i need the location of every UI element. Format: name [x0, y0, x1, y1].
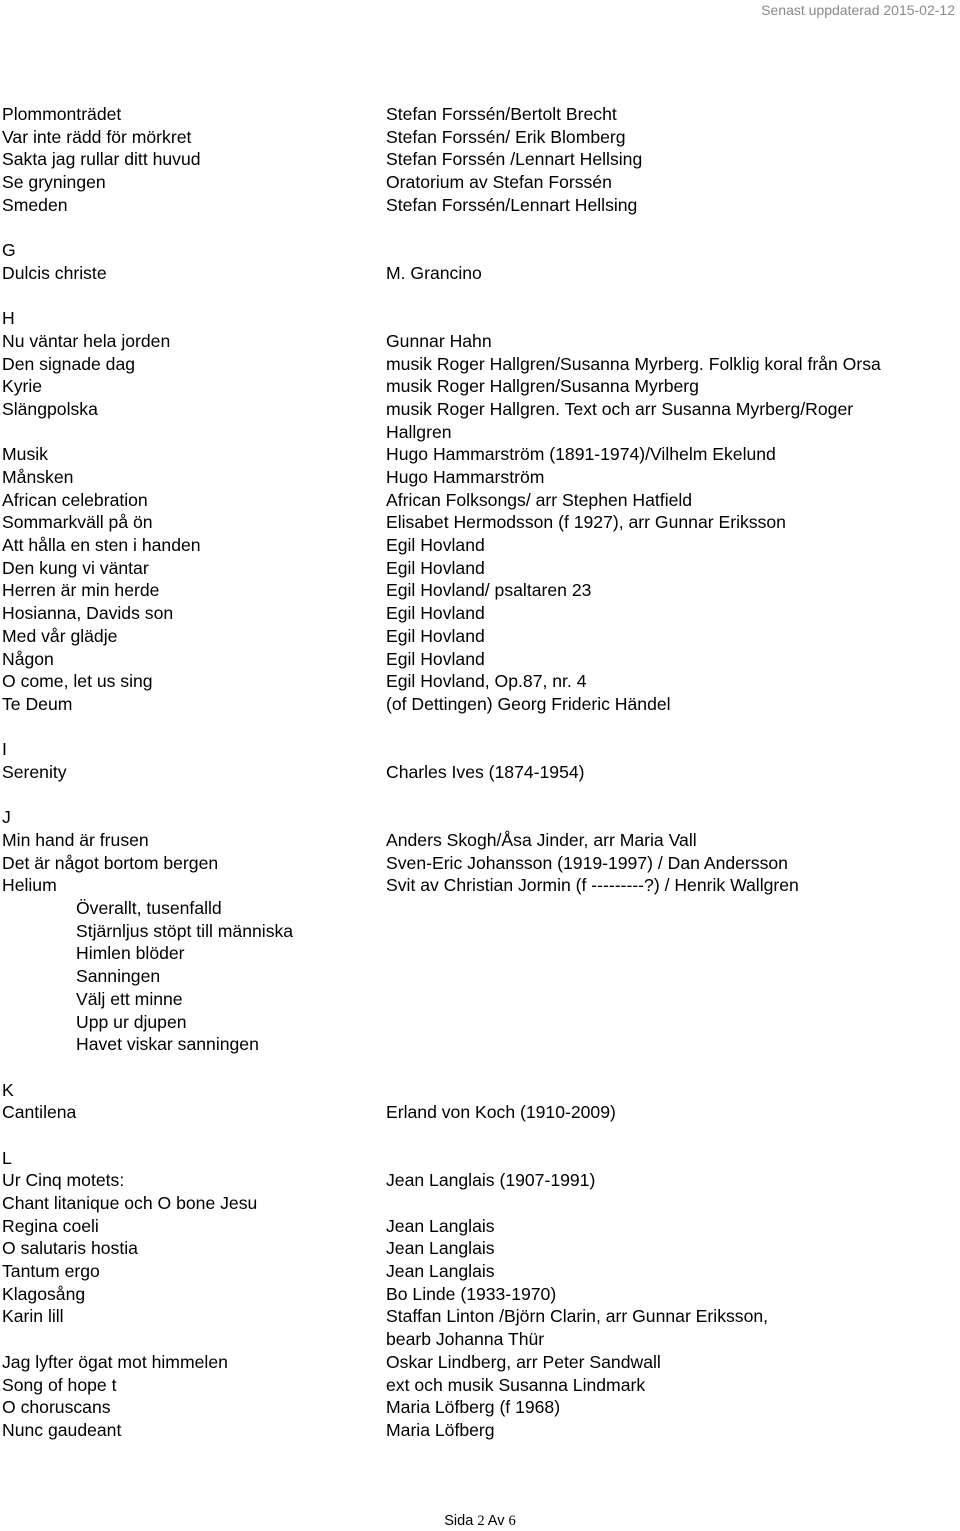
piece-composer: Egil Hovland [386, 603, 485, 624]
piece-row [2, 126, 958, 149]
piece-composer: Egil Hovland [386, 648, 485, 669]
piece-row [2, 1283, 958, 1306]
footer-av-label: Av [484, 1513, 509, 1529]
piece-title: Det är något bortom bergen [2, 852, 219, 873]
piece-row [2, 466, 958, 489]
section-letter-label: J [2, 807, 11, 828]
piece-row [2, 375, 958, 398]
piece-composer: Egil Hovland, Op.87, nr. 4 [386, 671, 587, 692]
piece-composer: Bo Linde (1933-1970) [386, 1283, 557, 1304]
piece-composer: M. Grancino [386, 262, 482, 283]
section-spacer [2, 285, 958, 308]
piece-row [2, 648, 958, 671]
piece-composer: Maria Löfberg [386, 1419, 495, 1440]
piece-title: Hosianna, Davids son [2, 603, 174, 624]
piece-title: Med vår glädje [2, 625, 118, 646]
section-letter [2, 307, 958, 330]
piece-title: Ur Cinq motets: [2, 1170, 125, 1191]
piece-row [2, 148, 958, 171]
piece-row [2, 602, 958, 625]
piece-composer: Jean Langlais [386, 1215, 495, 1236]
piece-composer: musik Roger Hallgren/Susanna Myrberg. Folklig koral från Orsa [386, 353, 881, 374]
piece-row [2, 1419, 958, 1442]
sub-piece-title: Välj ett minne [76, 988, 183, 1009]
piece-composer: Egil Hovland [386, 557, 485, 578]
piece-composer: Elisabet Hermodsson (f 1927), arr Gunnar Eriksson [386, 512, 786, 533]
piece-title: Någon [2, 648, 54, 669]
piece-composer: Charles Ives (1874-1954) [386, 761, 585, 782]
piece-row [2, 194, 958, 217]
piece-title: Den kung vi väntar [2, 557, 149, 578]
piece-title: Nu väntar hela jorden [2, 330, 171, 351]
piece-row [2, 330, 958, 353]
piece-title: Se gryningen [2, 172, 106, 193]
last-updated-date: Senast uppdaterad 2015-02-12 [761, 2, 955, 18]
piece-row [2, 534, 958, 557]
piece-title: Att hålla en sten i handen [2, 535, 201, 556]
piece-title: Slängpolska [2, 398, 98, 419]
piece-title: Serenity [2, 761, 67, 782]
piece-composer: Svit av Christian Jormin (f ---------?) / Henrik Wallgren [386, 875, 799, 896]
section-letter-label: H [2, 308, 15, 329]
piece-row [2, 1215, 958, 1238]
footer-page-number: 2 [477, 1513, 485, 1529]
sub-piece-title: Överallt, tusenfalld [76, 898, 222, 919]
piece-title: Kyrie [2, 376, 43, 397]
sub-piece-title: Himlen blöder [76, 943, 185, 964]
piece-row [2, 1305, 958, 1328]
piece-row [2, 511, 958, 534]
section-letter-label: K [2, 1079, 14, 1100]
piece-title: Sommarkväll på ön [2, 512, 153, 533]
piece-row [2, 693, 958, 716]
sub-piece-row [2, 1011, 958, 1034]
piece-title: Helium [2, 875, 57, 896]
piece-composer: Stefan Forssén/Lennart Hellsing [386, 194, 638, 215]
piece-row [2, 1374, 958, 1397]
piece-composer: Hugo Hammarström (1891-1974)/Vilhelm Ekelund [386, 444, 776, 465]
sub-piece-row [2, 988, 958, 1011]
piece-title: Månsken [2, 467, 74, 487]
footer-sida-label: Sida [444, 1513, 478, 1529]
section-spacer [2, 1124, 958, 1147]
piece-composer: Maria Löfberg (f 1968) [386, 1397, 561, 1418]
piece-row [2, 1351, 958, 1374]
piece-composer: Sven-Eric Johansson (1919-1997) / Dan Andersson [386, 852, 788, 873]
piece-row [2, 1396, 958, 1419]
section-spacer [2, 784, 958, 807]
piece-title: Herren är min herde [2, 580, 160, 601]
piece-row [2, 1237, 958, 1260]
sub-piece-title: Upp ur djupen [76, 1011, 187, 1032]
piece-title: Nunc gaudeant [2, 1419, 122, 1440]
piece-row [2, 443, 958, 466]
piece-composer: Egil Hovland [386, 625, 485, 646]
piece-row [2, 852, 958, 875]
section-letter [2, 738, 958, 761]
piece-row [2, 103, 958, 126]
piece-composer: Egil Hovland/ psaltaren 23 [386, 580, 592, 601]
piece-title: O come, let us sing [2, 671, 153, 692]
section-letter [2, 1079, 958, 1102]
piece-composer: African Folksongs/ arr Stephen Hatfield [386, 489, 693, 510]
sub-piece-title: Stjärnljus stöpt till människa [76, 920, 294, 941]
piece-row [2, 1328, 958, 1351]
piece-row [2, 1101, 958, 1124]
piece-row [2, 171, 958, 194]
piece-composer: Oratorium av Stefan Forssén [386, 172, 612, 193]
page-footer [0, 1513, 960, 1530]
piece-row [2, 1192, 958, 1215]
piece-title: O choruscans [2, 1397, 111, 1418]
piece-composer: Erland von Koch (1910-2009) [386, 1102, 616, 1123]
piece-composer: Jean Langlais [386, 1261, 495, 1282]
piece-composer: (of Dettingen) Georg Frideric Händel [386, 693, 671, 714]
piece-row [2, 489, 958, 512]
sub-piece-title: Havet viskar sanningen [76, 1034, 259, 1055]
piece-composer: Stefan Forssén/ Erik Blomberg [386, 126, 626, 147]
piece-title: Chant litanique och O bone Jesu [2, 1193, 258, 1213]
sub-piece-row [2, 920, 958, 943]
piece-composer: Gunnar Hahn [386, 330, 492, 351]
piece-row [2, 829, 958, 852]
sub-piece-row [2, 1033, 958, 1056]
piece-composer: Oskar Lindberg, arr Peter Sandwall [386, 1351, 661, 1372]
piece-row [2, 1260, 958, 1283]
piece-title: Den signade dag [2, 353, 136, 374]
piece-row [2, 625, 958, 648]
piece-title: Smeden [2, 194, 68, 215]
piece-title: Song of hope t [2, 1374, 117, 1395]
piece-title: Tantum ergo [2, 1261, 100, 1282]
section-letter [2, 1147, 958, 1170]
piece-title: Plommonträdet [2, 104, 122, 124]
sub-piece-row [2, 942, 958, 965]
piece-title: Jag lyfter ögat mot himmelen [2, 1351, 228, 1372]
piece-title: Musik [2, 444, 48, 465]
piece-title: Var inte rädd för mörkret [2, 126, 192, 147]
piece-row [2, 421, 958, 444]
piece-title: Cantilena [2, 1102, 77, 1123]
piece-row [2, 557, 958, 580]
piece-row [2, 353, 958, 376]
piece-composer: Hallgren [386, 421, 452, 442]
piece-composer: musik Roger Hallgren/Susanna Myrberg [386, 376, 699, 397]
piece-composer: musik Roger Hallgren. Text och arr Susanna Myrberg/Roger [386, 398, 854, 419]
piece-row [2, 670, 958, 693]
section-letter-label: G [2, 240, 16, 261]
section-spacer [2, 216, 958, 239]
piece-title: Regina coeli [2, 1215, 99, 1236]
piece-row [2, 579, 958, 602]
piece-composer: Anders Skogh/Åsa Jinder, arr Maria Vall [386, 830, 697, 850]
sub-piece-row [2, 897, 958, 920]
piece-title: Karin lill [2, 1306, 64, 1327]
sub-piece-title: Sanningen [76, 966, 161, 987]
piece-row [2, 874, 958, 897]
piece-row [2, 398, 958, 421]
repertoire-list [2, 103, 958, 1442]
piece-composer: Stefan Forssén/Bertolt Brecht [386, 104, 617, 124]
piece-row [2, 262, 958, 285]
piece-composer: Stefan Forssén /Lennart Hellsing [386, 149, 643, 170]
section-spacer [2, 716, 958, 739]
piece-composer: Egil Hovland [386, 535, 485, 556]
piece-title: African celebration [2, 489, 148, 510]
piece-title: O salutaris hostia [2, 1238, 138, 1259]
piece-composer: Jean Langlais [386, 1238, 495, 1259]
section-spacer [2, 1056, 958, 1079]
piece-title: Te Deum [2, 693, 73, 714]
sub-piece-row [2, 965, 958, 988]
piece-title: Sakta jag rullar ditt huvud [2, 149, 201, 170]
piece-title: Klagosång [2, 1283, 86, 1304]
piece-composer: ext och musik Susanna Lindmark [386, 1374, 646, 1395]
piece-composer: bearb Johanna Thür [386, 1329, 545, 1350]
section-letter [2, 806, 958, 829]
piece-row [2, 761, 958, 784]
section-letter-label: L [2, 1147, 12, 1168]
section-letter [2, 239, 958, 262]
piece-composer: Jean Langlais (1907-1991) [386, 1170, 596, 1191]
section-letter-label: I [2, 739, 7, 760]
footer-total-pages: 6 [508, 1513, 516, 1529]
piece-composer: Hugo Hammarström [386, 467, 545, 487]
piece-row [2, 1169, 958, 1192]
piece-title: Min hand är frusen [2, 830, 149, 850]
piece-composer: Staffan Linton /Björn Clarin, arr Gunnar Eriksson, [386, 1306, 769, 1327]
piece-title: Dulcis christe [2, 262, 107, 283]
